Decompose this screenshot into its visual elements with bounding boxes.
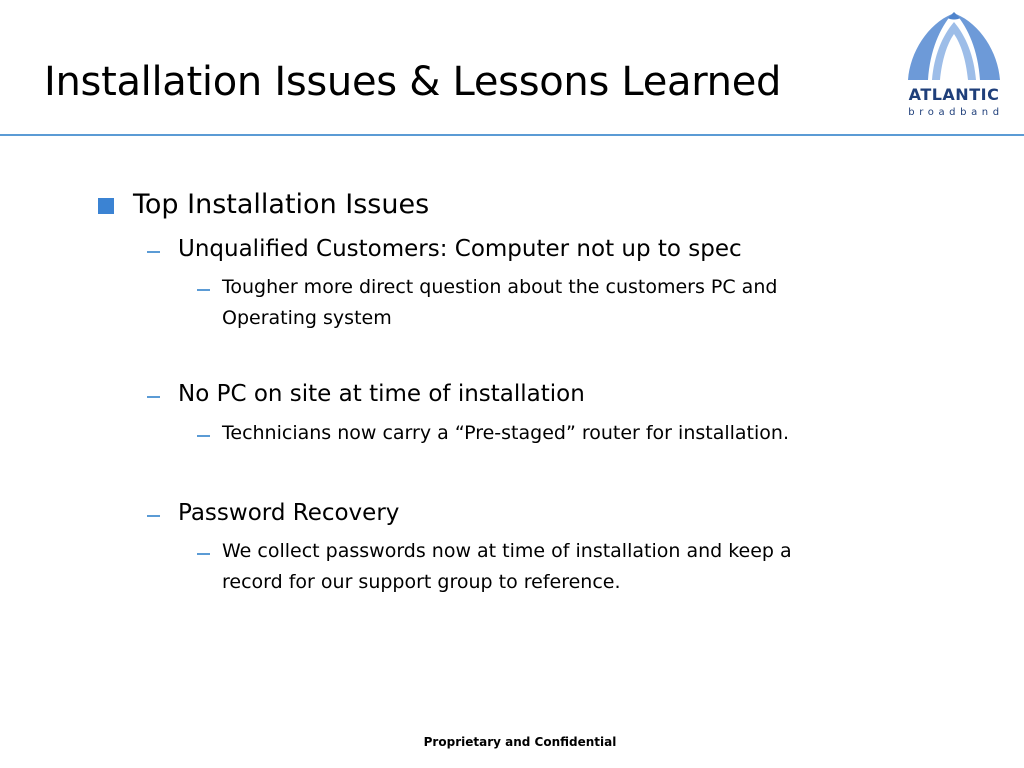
bullet-top-issues: Top Installation Issues	[133, 189, 430, 220]
logo-tagline: broadband	[908, 107, 1004, 118]
bullet-square-icon	[98, 198, 114, 214]
bullet-issue-no-pc: No PC on site at time of installation	[178, 381, 585, 407]
dash-icon	[197, 435, 210, 437]
sub-bullet-password-line1: We collect passwords now at time of installation and keep a	[222, 540, 792, 562]
slide-title: Installation Issues & Lessons Learned	[44, 59, 782, 105]
dash-icon	[197, 289, 210, 291]
sub-bullet-no-pc: Technicians now carry a “Pre-staged” router for installation.	[222, 422, 789, 444]
dash-icon	[147, 515, 160, 517]
sub-bullet-password-line2: record for our support group to reference.	[222, 571, 621, 593]
sub-bullet-unqualified-line2: Operating system	[222, 307, 392, 329]
logo-wordmark: ATLANTIC	[908, 85, 1000, 104]
sub-bullet-unqualified-line1: Tougher more direct question about the customers PC and	[222, 276, 778, 298]
bullet-issue-password: Password Recovery	[178, 500, 400, 526]
dash-icon	[147, 396, 160, 398]
dash-icon	[147, 251, 160, 253]
dash-icon	[197, 553, 210, 555]
bullet-issue-unqualified: Unqualified Customers: Computer not up to spec	[178, 236, 742, 262]
footer-confidential: Proprietary and Confidential	[423, 735, 617, 749]
